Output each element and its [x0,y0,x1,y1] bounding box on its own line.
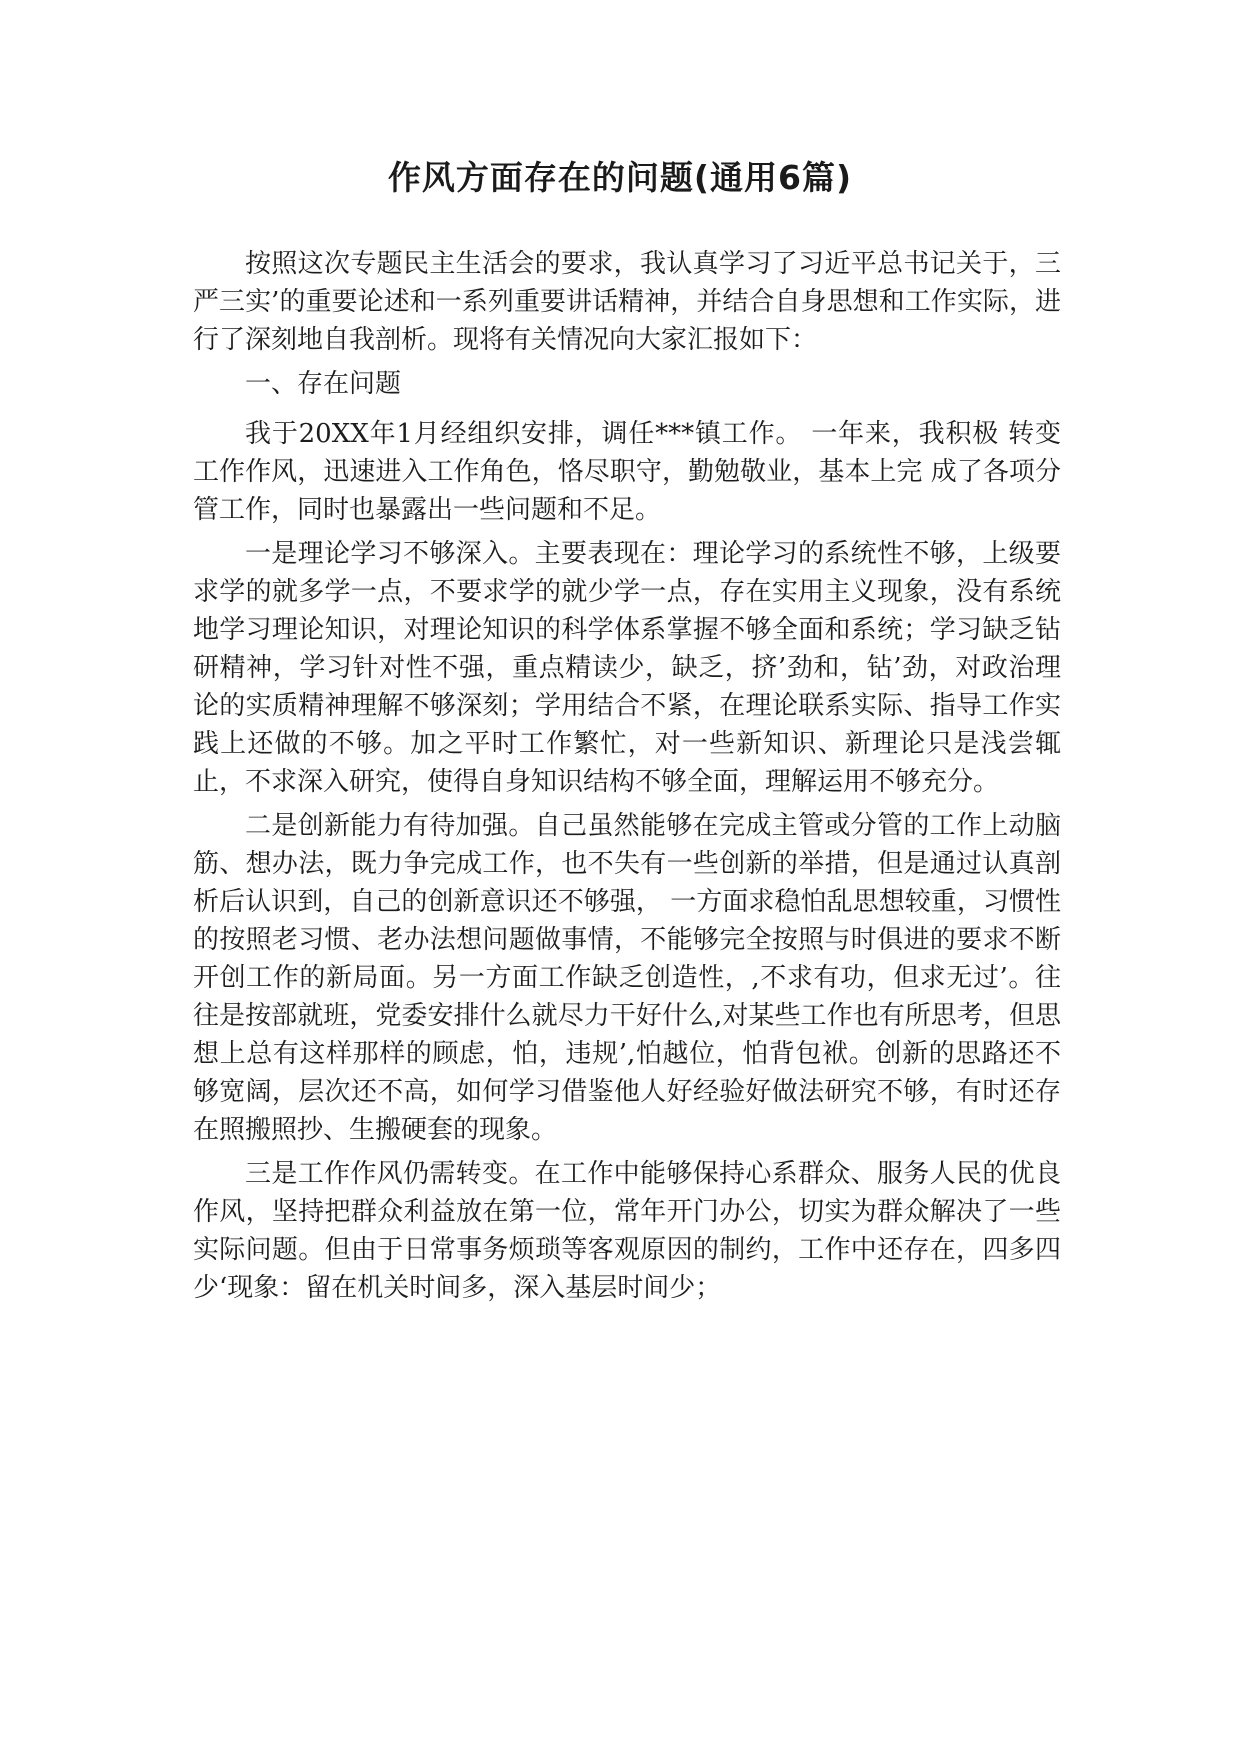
issue-two-paragraph: 二是创新能力有待加强。自己虽然能够在完成主管或分管的工作上动脑筋、想办法，既力争完成工作，也不失有一些创新的举措，但是通过认真剖析后认识到，自己的创新意识还不够强， 一方面求稳怕乱思想较重，习惯性的按照老习惯、老办法想问题做事情，不能够完全按照与时俱进的要求不断开创工作的新局面。另一方面工作缺乏创造性，,不求有功，但求无过’。往往是按部就班，党委安排什么就尽力干好什么,对某些工作也有所思考，但思想上总有这样那样的顾虑，怕，违规’,怕越位，怕背包袱。创新的思路还不够宽阔，层次还不高，如何学习借鉴他人好经验好做法研究不够，有时还存在照搬照抄、生搬硬套的现象。 [193,811,1061,1145]
background-paragraph: 我于20XX年1月经组织安排，调任***镇工作。 一年来，我积极 转变工作作风，迅速进入工作角色，恪尽职守，勤勉敬业，基本上完 成了各项分管工作，同时也暴露出一些问题和不足。 [193,419,1061,525]
document-body [193,245,1061,1313]
section-heading: 一、存在问题 [245,369,402,399]
issue-one-paragraph: 一是理论学习不够深入。主要表现在：理论学习的系统性不够，上级要求学的就多学一点，不要求学的就少学一点，存在实用主义现象，没有系统地学习理论知识，对理论知识的科学体系掌握不够全面和系统；学习缺乏钻研精神，学习针对性不强，重点精读少，缺乏，挤’劲和，钻’劲，对政治理论的实质精神理解不够深刻；学用结合不紧，在理论联系实际、指导工作实践上还做的不够。加之平时工作繁忙，对一些新知识、新理论只是浅尝辄止，不求深入研究，使得自身知识结构不够全面，理解运用不够充分。 [193,539,1061,797]
intro-paragraph: 按照这次专题民主生活会的要求，我认真学习了习近平总书记关于，三严三实’的重要论述和一系列重要讲话精神，并结合自身思想和工作实际，进行了深刻地自我剖析。现将有关情况向大家汇报如下： [193,249,1061,355]
document-title: 作风方面存在的问题(通用6篇) [387,158,853,197]
issue-three-paragraph: 三是工作作风仍需转变。在工作中能够保持心系群众、服务人民的优良作风，坚持把群众利益放在第一位，常年开门办公，切实为群众解决了一些实际问题。但由于日常事务烦琐等客观原因的制约，工作中还存在，四多四少‘现象：留在机关时间多，深入基层时间少； [193,1159,1061,1303]
